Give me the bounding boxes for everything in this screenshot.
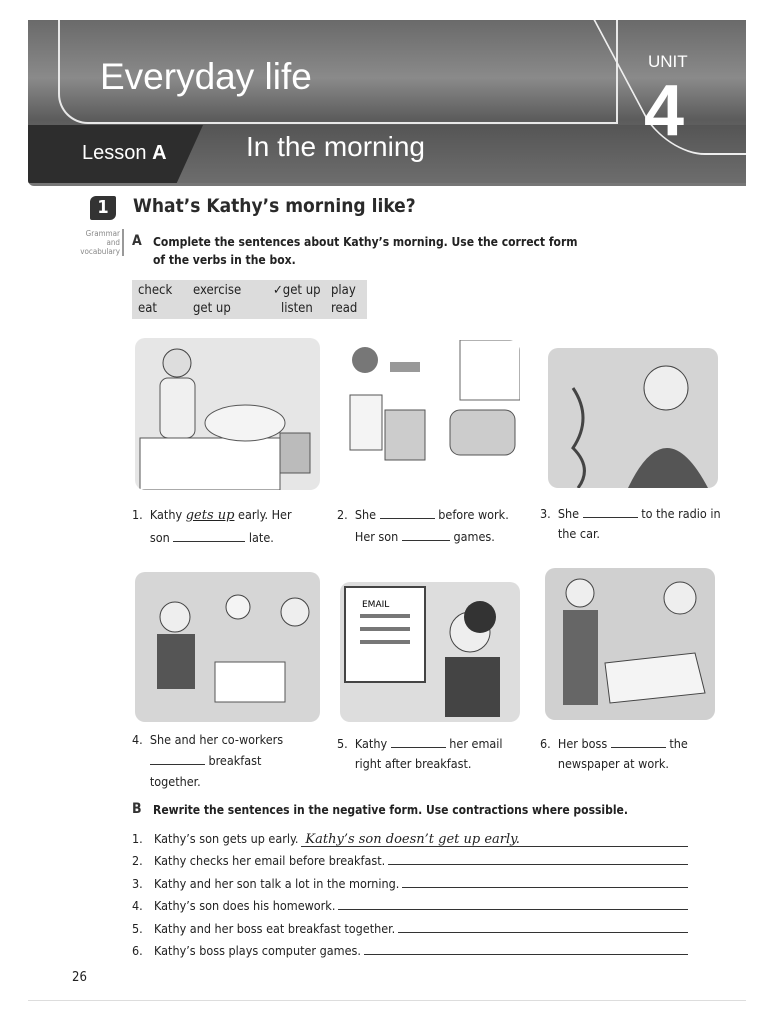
item-number: 6.	[540, 736, 551, 751]
sentence-text: She	[354, 507, 377, 522]
instruction-line: Complete the sentences about Kathy’s morning. Use the correct form	[153, 235, 578, 249]
sentence-text: before work.	[438, 507, 509, 522]
answer-blank[interactable]	[402, 527, 450, 541]
unit-label: UNIT	[648, 52, 688, 71]
illustration-exercise	[345, 340, 520, 490]
handwritten-answer[interactable]: gets up	[185, 508, 235, 523]
item-number: 6.	[132, 943, 143, 958]
sentence-text: together.	[149, 774, 201, 789]
sentence-text: Kathy checks her email before breakfast.	[154, 853, 386, 868]
word: exercise	[193, 283, 242, 298]
skill-label-line: vocabulary	[80, 247, 120, 256]
answer-line[interactable]	[398, 921, 688, 933]
part-a-letter: A	[132, 233, 142, 249]
page-number: 26	[72, 970, 87, 985]
lesson-word: Lesson	[82, 142, 147, 164]
answer-blank[interactable]	[380, 505, 435, 519]
verb-word-box	[132, 280, 367, 319]
answer-blank[interactable]	[150, 751, 205, 765]
sentence-text: Kathy	[149, 507, 183, 522]
sentence-1	[132, 504, 322, 549]
word-checked: ✓get up	[273, 283, 321, 298]
rewrite-item	[132, 876, 688, 891]
answer-line[interactable]	[388, 853, 688, 865]
sentence-text: Kathy and her son talk a lot in the morning.	[154, 876, 400, 891]
sentence-4	[132, 729, 322, 792]
answer-blank[interactable]	[583, 504, 638, 518]
illustration-boss-newspaper	[545, 568, 715, 720]
skill-label-line: Grammar	[85, 229, 120, 238]
sentence-text: Her son	[354, 529, 399, 544]
sentence-6	[540, 734, 740, 774]
word: get up	[193, 300, 231, 316]
section-title: What’s Kathy’s morning like?	[133, 195, 416, 217]
part-b-letter: B	[132, 801, 142, 817]
rewrite-item	[132, 898, 688, 913]
answer-blank[interactable]	[611, 734, 666, 748]
item-number: 3.	[540, 506, 551, 521]
unit-number: 4	[644, 71, 685, 151]
word: play	[331, 283, 356, 298]
word: listen	[281, 300, 313, 316]
unit-banner	[28, 20, 746, 186]
item-number: 3.	[132, 876, 143, 891]
answer-blank[interactable]	[391, 734, 446, 748]
sentence-text: breakfast	[208, 753, 262, 768]
item-number: 1.	[132, 507, 143, 522]
sentence-text: the	[669, 736, 688, 751]
item-number: 5.	[337, 736, 348, 751]
unit-title: Everyday life	[100, 56, 312, 97]
skill-label-line: and	[106, 238, 120, 247]
word: eat	[138, 300, 157, 316]
lesson-letter: A	[152, 142, 167, 164]
sentence-text: She and her co-workers	[149, 732, 284, 747]
item-number: 5.	[132, 921, 143, 936]
instruction-line: of the verbs in the box.	[153, 253, 296, 267]
sentence-text: newspaper at work.	[557, 756, 669, 771]
word: read	[331, 300, 358, 316]
email-screen-label: EMAIL	[362, 600, 390, 610]
sentence-text: Kathy’s boss plays computer games.	[154, 943, 361, 958]
sentence-text: She	[557, 506, 580, 521]
word: check	[138, 283, 173, 298]
sentence-text: to the radio in	[641, 506, 721, 521]
item-number: 1.	[132, 831, 143, 846]
item-number: 2.	[132, 853, 143, 868]
illustration-car-radio	[548, 348, 718, 488]
sentence-text: games.	[453, 529, 495, 544]
item-number: 4.	[132, 732, 143, 747]
footer-divider	[28, 1000, 746, 1001]
section-number-badge: 1	[90, 196, 116, 220]
rewrite-item	[132, 853, 688, 868]
illustration-bedroom	[135, 338, 320, 490]
sentence-text: Kathy and her boss eat breakfast together.	[154, 921, 396, 936]
lesson-label	[82, 142, 167, 165]
sentence-text: Her boss	[557, 736, 608, 751]
item-number: 4.	[132, 898, 143, 913]
answer-line[interactable]: Kathy’s son doesn’t get up early.	[301, 832, 688, 847]
sentence-text: Kathy	[354, 736, 388, 751]
answer-line[interactable]	[402, 876, 688, 888]
answer-line[interactable]	[364, 943, 688, 955]
sentence-text: the car.	[557, 526, 601, 541]
sentence-2	[337, 504, 527, 548]
sentence-text: her email	[449, 736, 503, 751]
part-a-instruction	[153, 233, 578, 269]
sentence-text: early. Her	[238, 507, 292, 522]
answer-blank[interactable]	[173, 528, 245, 542]
rewrite-item	[132, 943, 688, 958]
rewrite-item	[132, 921, 688, 936]
sentence-text: right after breakfast.	[354, 756, 472, 771]
illustration-email	[340, 582, 520, 722]
rewrite-item	[132, 831, 688, 847]
sentence-text: son	[149, 530, 170, 545]
sentence-text: Kathy’s son gets up early.	[154, 831, 299, 846]
sentence-5	[337, 734, 527, 774]
sentence-text: Kathy’s son does his homework.	[154, 898, 336, 913]
sentence-text: late.	[248, 530, 274, 545]
answer-line[interactable]	[338, 898, 688, 910]
item-number: 2.	[337, 507, 348, 522]
part-b-instruction: Rewrite the sentences in the negative form. Use contractions where possible.	[153, 803, 628, 817]
illustration-coworkers-breakfast	[135, 572, 320, 722]
sentence-3	[540, 504, 740, 544]
lesson-title: In the morning	[246, 131, 425, 162]
skill-label	[68, 229, 124, 256]
